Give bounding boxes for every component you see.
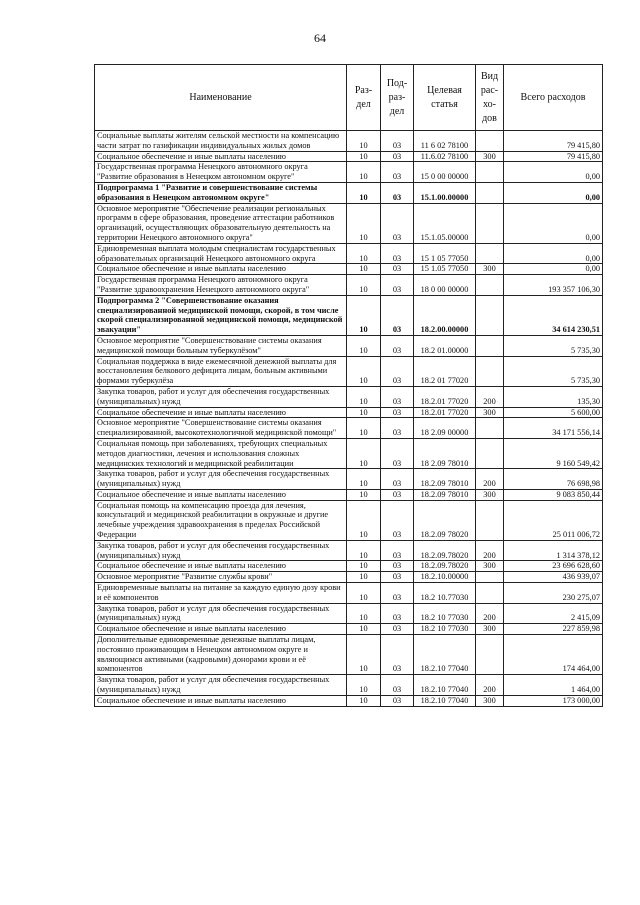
row-razdel: 10 (347, 624, 381, 635)
row-razdel: 10 (347, 335, 381, 356)
row-razdel: 10 (347, 131, 381, 152)
row-vid (476, 572, 504, 583)
row-podrazdel: 03 (381, 418, 414, 439)
row-name: Закупка товаров, работ и услуг для обеспечения государственных (муниципальных) нужд (95, 540, 347, 561)
row-razdel: 10 (347, 489, 381, 500)
table-row (95, 407, 603, 418)
row-podrazdel: 03 (381, 356, 414, 386)
row-vid (476, 635, 504, 675)
row-vid (476, 356, 504, 386)
row-vid (476, 335, 504, 356)
table-row (95, 675, 603, 696)
row-name: Государственная программа Ненецкого автономного округа "Развитие здравоохранения Ненецкого автономного округа" (95, 275, 347, 296)
row-name: Закупка товаров, работ и услуг для обеспечения государственных (муниципальных) нужд (95, 675, 347, 696)
table-row (95, 540, 603, 561)
row-vid: 200 (476, 675, 504, 696)
row-target: 11.6.02 78100 (414, 151, 476, 162)
table-row (95, 438, 603, 468)
row-total: 227 859,98 (504, 624, 603, 635)
header-target: Целевая статья (414, 65, 476, 131)
table-body (95, 131, 603, 707)
table-row (95, 603, 603, 624)
row-target: 18.2 01.00000 (414, 335, 476, 356)
row-total: 76 698,98 (504, 469, 603, 490)
row-podrazdel: 03 (381, 243, 414, 264)
row-target: 18.2.09.78020 (414, 561, 476, 572)
table-row (95, 469, 603, 490)
row-razdel: 10 (347, 356, 381, 386)
table-row (95, 243, 603, 264)
row-target: 18.2 10 77030 (414, 624, 476, 635)
header-podrazdel: Под- раз- дел (381, 65, 414, 131)
row-total: 0,00 (504, 182, 603, 203)
row-target: 18 0 00 00000 (414, 275, 476, 296)
row-name: Государственная программа Ненецкого автономного округа "Развитие образования в Ненецком автономном округе" (95, 162, 347, 183)
row-razdel: 10 (347, 203, 381, 243)
row-razdel: 10 (347, 561, 381, 572)
row-name: Закупка товаров, работ и услуг для обеспечения государственных (муниципальных) нужд (95, 603, 347, 624)
row-podrazdel: 03 (381, 572, 414, 583)
table-row (95, 624, 603, 635)
row-podrazdel: 03 (381, 540, 414, 561)
row-target: 15.1.00.00000 (414, 182, 476, 203)
table-row (95, 335, 603, 356)
row-podrazdel: 03 (381, 203, 414, 243)
row-razdel: 10 (347, 182, 381, 203)
header-name: Наименование (95, 65, 347, 131)
row-total: 79 415,80 (504, 131, 603, 152)
table-row (95, 635, 603, 675)
row-razdel: 10 (347, 386, 381, 407)
row-total: 34 614 230,51 (504, 295, 603, 335)
row-name: Закупка товаров, работ и услуг для обеспечения государственных (муниципальных) нужд (95, 386, 347, 407)
row-target: 18.2 10 77030 (414, 603, 476, 624)
row-target: 18.2.09.78020 (414, 540, 476, 561)
row-razdel: 10 (347, 418, 381, 439)
row-target: 11 6 02 78100 (414, 131, 476, 152)
row-target: 18.2 01 77020 (414, 356, 476, 386)
row-target: 18.2.09 78020 (414, 500, 476, 540)
row-podrazdel: 03 (381, 407, 414, 418)
row-razdel: 10 (347, 603, 381, 624)
row-target: 15 1 05 77050 (414, 243, 476, 264)
row-razdel: 10 (347, 243, 381, 264)
row-podrazdel: 03 (381, 295, 414, 335)
row-vid (476, 500, 504, 540)
row-total: 436 939,07 (504, 572, 603, 583)
row-name: Дополнительные единовременные денежные выплаты лицам, постоянно проживающим в Ненецком автономном округе и являющимся активными (кадровыми) донорами крови и её компонентов (95, 635, 347, 675)
row-total: 9 160 549,42 (504, 438, 603, 468)
row-target: 15 0 00 00000 (414, 162, 476, 183)
row-podrazdel: 03 (381, 675, 414, 696)
table-row (95, 489, 603, 500)
row-name: Основное мероприятие "Обеспечение реализации региональных программ в сфере образования, проведение аттестации работников организаций, осуществляющих образовательную деятельность на территории Ненецкого автономного округа" (95, 203, 347, 243)
row-razdel: 10 (347, 264, 381, 275)
row-podrazdel: 03 (381, 489, 414, 500)
row-name: Социальная помощь при заболеваниях, требующих специальных методов диагностики, лечения и использования сложных медицинских технологий и медицинской реабилитации (95, 438, 347, 468)
row-target: 18.2.10 77040 (414, 695, 476, 706)
row-podrazdel: 03 (381, 438, 414, 468)
row-name: Закупка товаров, работ и услуг для обеспечения государственных (муниципальных) нужд (95, 469, 347, 490)
row-name: Основное мероприятие "Совершенствование системы оказания специализированной, высокотехнологичной медицинской помощи" (95, 418, 347, 439)
row-razdel: 10 (347, 500, 381, 540)
row-name: Социальная поддержка в виде ежемесячной денежной выплаты для восстановления белкового дефицита лицам, больным активными формами туберкулёза (95, 356, 347, 386)
table-row (95, 131, 603, 152)
row-vid: 200 (476, 469, 504, 490)
row-vid: 300 (476, 264, 504, 275)
row-podrazdel: 03 (381, 275, 414, 296)
row-name: Единовременные выплаты на питание за каждую единую дозу крови и её компонентов (95, 583, 347, 604)
row-podrazdel: 03 (381, 561, 414, 572)
row-vid (476, 295, 504, 335)
table-header-row (95, 65, 603, 131)
row-vid: 300 (476, 151, 504, 162)
row-name: Социальное обеспечение и иные выплаты населению (95, 561, 347, 572)
row-total: 0,00 (504, 243, 603, 264)
row-vid (476, 243, 504, 264)
row-total: 1 314 378,12 (504, 540, 603, 561)
row-total: 2 415,09 (504, 603, 603, 624)
row-razdel: 10 (347, 695, 381, 706)
row-podrazdel: 03 (381, 264, 414, 275)
row-total: 34 171 556,14 (504, 418, 603, 439)
row-total: 174 464,00 (504, 635, 603, 675)
row-podrazdel: 03 (381, 386, 414, 407)
row-total: 0,00 (504, 203, 603, 243)
row-name: Основное мероприятие "Развитие службы крови" (95, 572, 347, 583)
header-razdel: Раз- дел (347, 65, 381, 131)
row-razdel: 10 (347, 572, 381, 583)
row-razdel: 10 (347, 540, 381, 561)
table-row (95, 695, 603, 706)
row-total: 23 696 628,60 (504, 561, 603, 572)
row-name: Подпрограмма 1 "Развитие и совершенствование системы образования в Ненецком автономном округе" (95, 182, 347, 203)
page-number: 64 (314, 31, 326, 45)
table-row (95, 151, 603, 162)
row-total: 79 415,80 (504, 151, 603, 162)
table-row (95, 583, 603, 604)
row-target: 18.2.00.00000 (414, 295, 476, 335)
row-podrazdel: 03 (381, 603, 414, 624)
row-podrazdel: 03 (381, 695, 414, 706)
row-target: 18.2.10 77040 (414, 675, 476, 696)
row-vid: 200 (476, 603, 504, 624)
row-target: 18.2.01 77020 (414, 386, 476, 407)
table-row (95, 264, 603, 275)
row-name: Социальное обеспечение и иные выплаты населению (95, 624, 347, 635)
table-row (95, 418, 603, 439)
row-total: 5 735,30 (504, 335, 603, 356)
row-razdel: 10 (347, 162, 381, 183)
row-podrazdel: 03 (381, 131, 414, 152)
table-row (95, 386, 603, 407)
row-vid (476, 418, 504, 439)
row-vid (476, 162, 504, 183)
table-row (95, 295, 603, 335)
row-razdel: 10 (347, 438, 381, 468)
row-podrazdel: 03 (381, 624, 414, 635)
row-target: 18.2.10.00000 (414, 572, 476, 583)
row-vid (476, 203, 504, 243)
row-total: 5 600,00 (504, 407, 603, 418)
row-total: 25 011 006,72 (504, 500, 603, 540)
row-razdel: 10 (347, 275, 381, 296)
row-name: Основное мероприятие "Совершенствование системы оказания медицинской помощи больным туберкулёзом" (95, 335, 347, 356)
header-total: Всего расходов (504, 65, 603, 131)
row-target: 18 2.09 00000 (414, 418, 476, 439)
row-vid (476, 182, 504, 203)
row-razdel: 10 (347, 583, 381, 604)
row-razdel: 10 (347, 151, 381, 162)
table-row (95, 500, 603, 540)
row-razdel: 10 (347, 675, 381, 696)
row-vid: 300 (476, 624, 504, 635)
row-total: 230 275,07 (504, 583, 603, 604)
row-vid (476, 275, 504, 296)
table-row (95, 275, 603, 296)
row-podrazdel: 03 (381, 335, 414, 356)
row-vid (476, 438, 504, 468)
row-razdel: 10 (347, 407, 381, 418)
row-podrazdel: 03 (381, 500, 414, 540)
row-podrazdel: 03 (381, 151, 414, 162)
row-target: 18 2.09 78010 (414, 438, 476, 468)
row-total: 1 464,00 (504, 675, 603, 696)
row-total: 0,00 (504, 162, 603, 183)
row-name: Социальная помощь на компенсацию проезда для лечения, консультаций и медицинской реабилитации в окружные и другие лечебные учреждения здравоохранения в пределах Российской Федерации (95, 500, 347, 540)
row-total: 5 735,30 (504, 356, 603, 386)
row-razdel: 10 (347, 635, 381, 675)
row-name: Социальное обеспечение и иные выплаты населению (95, 151, 347, 162)
row-target: 18.2.09 78010 (414, 489, 476, 500)
row-podrazdel: 03 (381, 635, 414, 675)
table-row (95, 561, 603, 572)
budget-table (94, 64, 603, 707)
table-row (95, 203, 603, 243)
header-vid: Вид рас- хо- дов (476, 65, 504, 131)
row-name: Социальное обеспечение и иные выплаты населению (95, 695, 347, 706)
row-vid: 200 (476, 540, 504, 561)
row-total: 193 357 106,30 (504, 275, 603, 296)
row-target: 18.2 10.77030 (414, 583, 476, 604)
row-name: Социальное обеспечение и иные выплаты населению (95, 489, 347, 500)
table-row (95, 162, 603, 183)
row-vid: 300 (476, 561, 504, 572)
row-podrazdel: 03 (381, 469, 414, 490)
row-vid (476, 583, 504, 604)
table-row (95, 182, 603, 203)
row-name: Социальное обеспечение и иные выплаты населению (95, 264, 347, 275)
row-target: 15.1.05.00000 (414, 203, 476, 243)
row-target: 18.2.09 78010 (414, 469, 476, 490)
table-row (95, 356, 603, 386)
row-target: 18.2.10 77040 (414, 635, 476, 675)
row-name: Социальное обеспечение и иные выплаты населению (95, 407, 347, 418)
row-total: 135,30 (504, 386, 603, 407)
row-name: Социальные выплаты жителям сельской местности на компенсацию части затрат по газификации индивидуальных жилых домов (95, 131, 347, 152)
row-razdel: 10 (347, 295, 381, 335)
row-vid: 300 (476, 407, 504, 418)
row-vid (476, 131, 504, 152)
row-target: 18.2.01 77020 (414, 407, 476, 418)
row-podrazdel: 03 (381, 583, 414, 604)
row-total: 173 000,00 (504, 695, 603, 706)
row-razdel: 10 (347, 469, 381, 490)
row-vid: 300 (476, 695, 504, 706)
table-row (95, 572, 603, 583)
row-name: Единовременная выплата молодым специалистам государственных образовательных организаций Ненецкого автономного округа (95, 243, 347, 264)
row-total: 9 083 850,44 (504, 489, 603, 500)
row-total: 0,00 (504, 264, 603, 275)
row-target: 15 1.05 77050 (414, 264, 476, 275)
row-name: Подпрограмма 2 "Совершенствование оказания специализированной медицинской помощи, скорой, в том числе скорой специализированной медицинской помощи, медицинской эвакуации" (95, 295, 347, 335)
row-podrazdel: 03 (381, 182, 414, 203)
row-podrazdel: 03 (381, 162, 414, 183)
row-vid: 200 (476, 386, 504, 407)
row-vid: 300 (476, 489, 504, 500)
